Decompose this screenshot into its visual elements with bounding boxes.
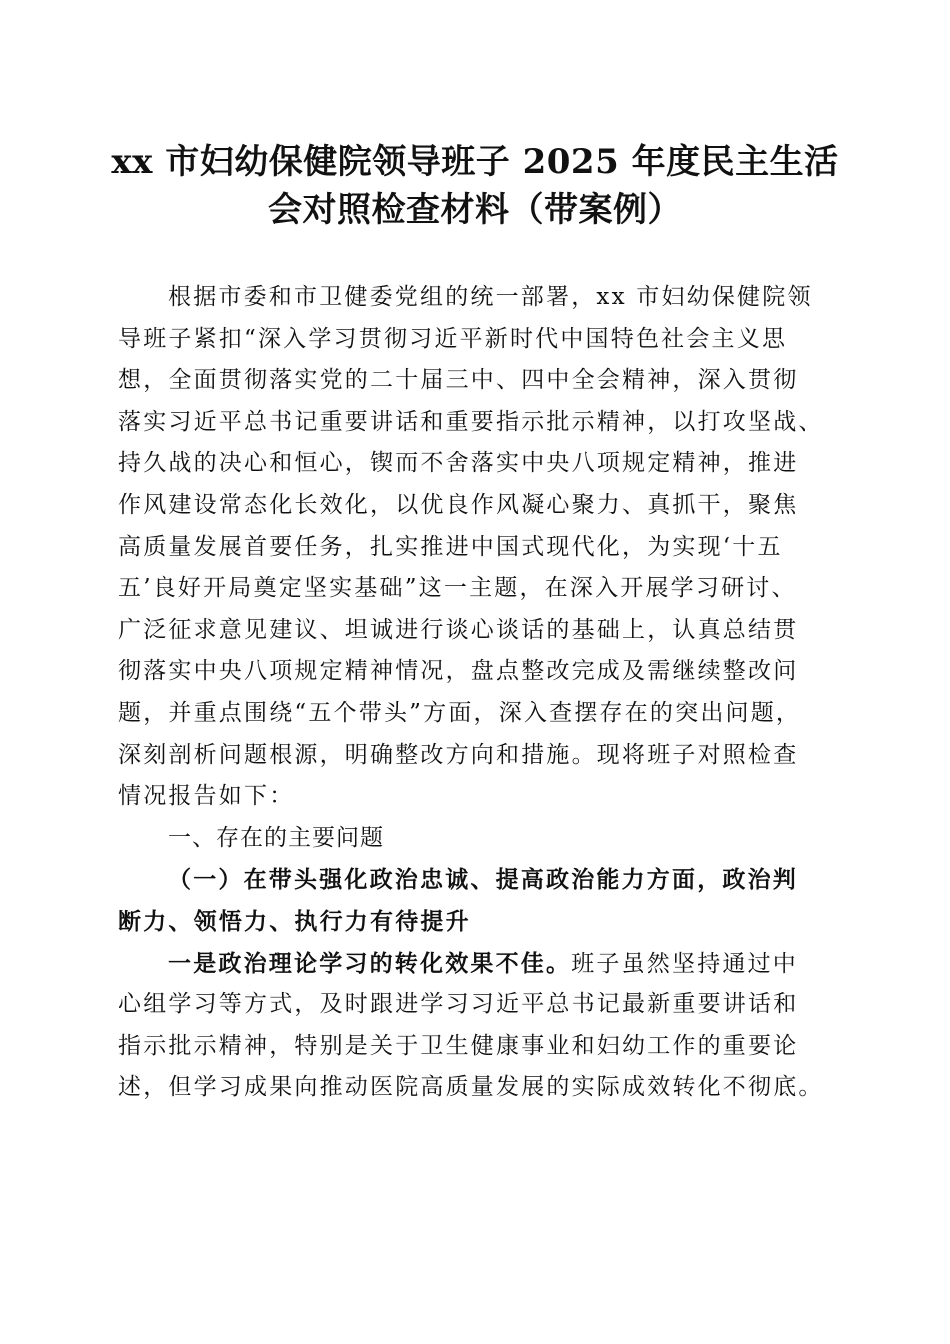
paragraph-line: 根据市委和市卫健委党组的统一部署，xx 市妇幼保健院领 bbox=[168, 284, 813, 310]
point-lead: 一是政治理论学习的转化效果不佳。 bbox=[168, 949, 572, 977]
subsection-heading-line: 断力、领悟力、执行力有待提升 bbox=[118, 907, 471, 935]
paragraph-line: 想，全面贯彻落实党的二十届三中、四中全会精神，深入贯彻 bbox=[118, 367, 799, 394]
paragraph-line: 心组学习等方式，及时跟进学习习近平总书记最新重要讲话和 bbox=[118, 991, 799, 1018]
paragraph-line: 导班子紧扣“深入学习贯彻习近平新时代中国特色社会主义思 bbox=[118, 325, 788, 352]
paragraph-line: 彻落实中央八项规定精神情况，盘点整改完成及需继续整改问 bbox=[118, 658, 799, 685]
point-paragraph-line bbox=[118, 943, 834, 985]
subsection-heading-line: （一）在带头强化政治忠诚、提高政治能力方面，政治判 bbox=[168, 866, 798, 894]
document-body bbox=[118, 277, 834, 1109]
paragraph-line: 题，并重点围绕“五个带头”方面，深入查摆存在的突出问题， bbox=[118, 699, 802, 726]
paragraph-line: 作风建设常态化长效化，以优良作风凝心聚力、真抓干，聚焦 bbox=[118, 491, 799, 518]
paragraph-line: 情况报告如下： bbox=[118, 783, 295, 810]
paragraph-line: 指示批示精神，特别是关于卫生健康事业和妇幼工作的重要论 bbox=[118, 1032, 799, 1059]
paragraph-line: 深刻剖析问题根源，明确整改方向和措施。现将班子对照检查 bbox=[118, 741, 799, 768]
paragraph-line: 述，但学习成果向推动医院高质量发展的实际成效转化不彻底。 bbox=[118, 1074, 824, 1101]
paragraph-line: 五’良好开局奠定坚实基础”这一主题，在深入开展学习研讨、 bbox=[118, 575, 797, 602]
document-title bbox=[90, 138, 860, 234]
paragraph-line: 广泛征求意见建议、坦诚进行谈心谈话的基础上，认真总结贯 bbox=[118, 616, 799, 643]
title-line: 会对照检查材料（带案例） bbox=[268, 190, 682, 230]
paragraph-line: 持久战的决心和恒心，锲而不舍落实中央八项规定精神，推进 bbox=[118, 450, 799, 477]
paragraph-line: 高质量发展首要任务，扎实推进中国式现代化，为实现‘十五 bbox=[118, 533, 783, 560]
title-line: xx 市妇幼保健院领导班子 2025 年度民主生活 bbox=[111, 142, 839, 182]
section-heading: 一、存在的主要问题 bbox=[168, 824, 384, 851]
paragraph-line: 落实习近平总书记重要讲话和重要指示批示精神，以打攻坚战、 bbox=[118, 408, 824, 435]
point-text: 班子虽然坚持通过中 bbox=[571, 950, 799, 977]
